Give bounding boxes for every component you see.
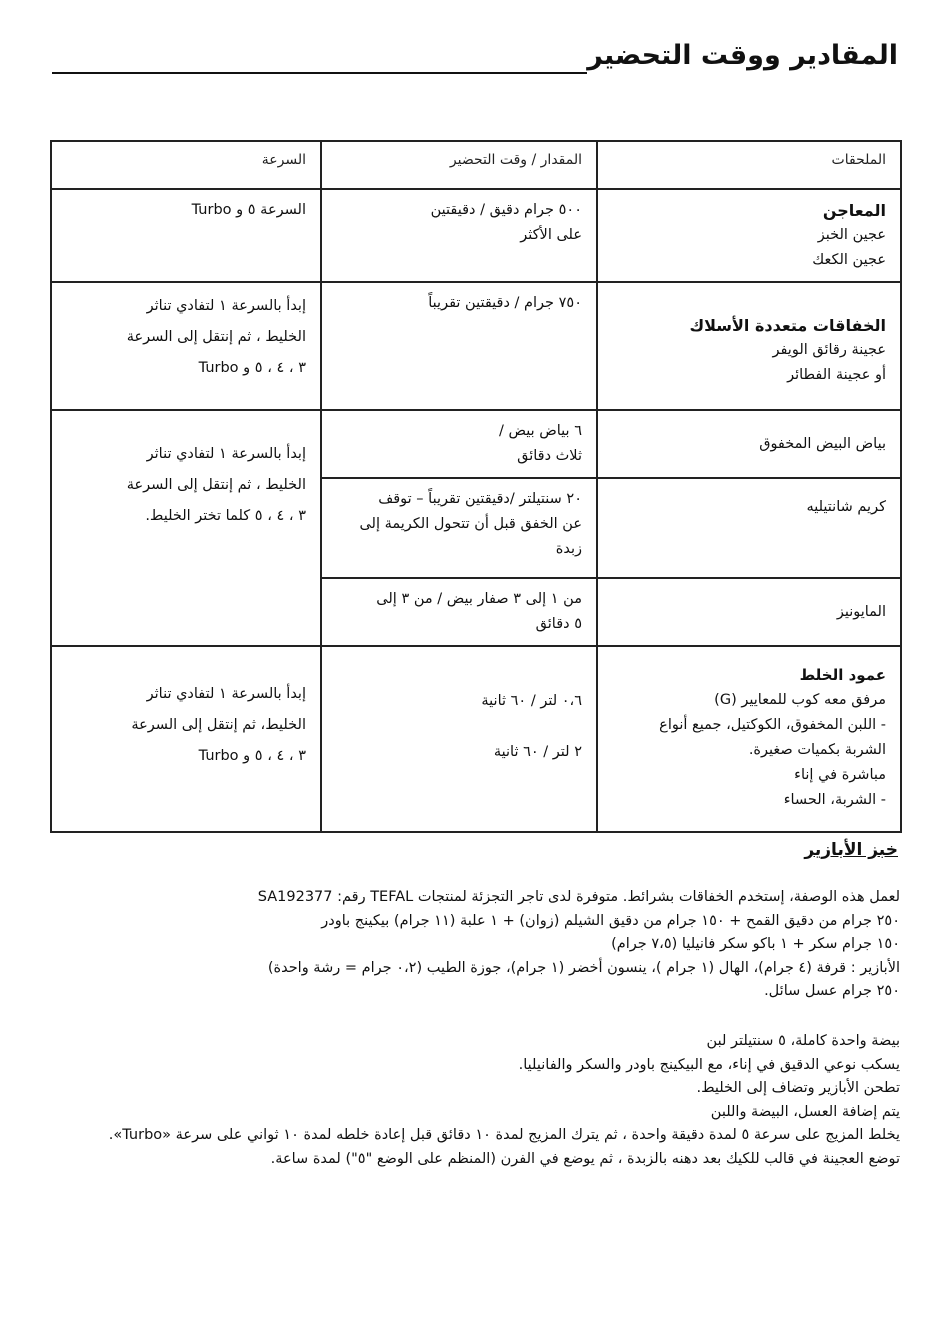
table-row-doughs bbox=[51, 189, 901, 282]
page-title: المقادير ووقت التحضير bbox=[587, 40, 898, 71]
list-item: مباشرة في إناء bbox=[794, 767, 886, 783]
blender-title: عمود الخلط bbox=[799, 666, 886, 684]
recipe-steps bbox=[50, 1030, 900, 1171]
list-item: - اللبن المخفوق، الكوكتيل، جميع أنواع bbox=[659, 717, 886, 733]
speed-line: ٣ ، ٤ ، ٥ و Turbo bbox=[198, 360, 306, 376]
blender-cell bbox=[597, 646, 901, 832]
title-rule bbox=[52, 72, 587, 74]
whisks-quantity bbox=[321, 282, 597, 410]
egg-whites-text: بياض البيض المخفوق bbox=[759, 435, 886, 452]
quantity-line: عن الخفق قبل أن تتحول الكريمة إلى bbox=[359, 516, 582, 532]
blender-speed bbox=[51, 646, 321, 832]
speed-line: ٣ ، ٤ ، ٥ كلما تختر الخليط. bbox=[145, 508, 306, 524]
table-row-blender bbox=[51, 646, 901, 832]
speed-line: إبدأ بالسرعة ١ لتفادي تناثر bbox=[146, 686, 306, 702]
quantity-line: ٢٠ سنتيلتر /دقيقتين تقريباً – توقف bbox=[378, 491, 582, 507]
list-item: أو عجينة الفطائر bbox=[787, 367, 886, 383]
table-header-row bbox=[51, 141, 901, 189]
chantilly-text: كريم شانتيليه bbox=[806, 499, 886, 515]
recipe-step: توضع العجينة في قالب للكيك بعد دهنه بالزبدة ، ثم يوضع في الفرن (المنظم على الوضع "٥") لمدة ساعة. bbox=[270, 1150, 900, 1167]
speed-line: ٣ ، ٤ ، ٥ و Turbo bbox=[198, 748, 306, 764]
quantity-line: ٥ دقائق bbox=[535, 616, 582, 632]
doughs-speed bbox=[51, 189, 321, 282]
recipe-line: ٢٥٠ جرام عسل سائل. bbox=[764, 983, 900, 999]
egg-whites-label bbox=[597, 410, 901, 478]
quantity-line: ٢ لتر / ٦٠ ثانية bbox=[493, 744, 582, 760]
speed-line: الخليط ، ثم إنتقل إلى السرعة bbox=[126, 477, 306, 493]
table-row-whisks bbox=[51, 282, 901, 410]
quantity-line: ٦ بياض بيض / bbox=[498, 423, 582, 439]
recipe-line: ١٥٠ جرام سكر + ١ باكو سكر فانيليا (٧،٥ جرام) bbox=[611, 936, 900, 952]
list-item: مرفق معه كوب للمعايير (G) bbox=[714, 692, 886, 708]
speed-line: الخليط، ثم إنتقل إلى السرعة bbox=[131, 717, 306, 733]
speed-line: إبدأ بالسرعة ١ لتفادي تناثر bbox=[146, 298, 306, 314]
quantity-line: ثلاث دقائق bbox=[517, 448, 582, 464]
recipe-step: بيضة واحدة كاملة، ٥ سنتيلتر لبن bbox=[706, 1033, 900, 1049]
whisk-group-speed bbox=[51, 410, 321, 646]
header-accessories: الملحقات bbox=[597, 141, 901, 189]
recipe-ingredients bbox=[50, 886, 900, 1004]
list-item: عجين الخبز bbox=[817, 227, 886, 243]
speed-line: الخليط ، ثم إنتقل إلى السرعة bbox=[126, 329, 306, 345]
recipe-title: خبز الأبازير bbox=[804, 840, 898, 860]
whisks-speed bbox=[51, 282, 321, 410]
chantilly-label bbox=[597, 478, 901, 578]
quantity-line: من ١ إلى ٣ صفار بيض / من ٣ إلى bbox=[376, 591, 582, 607]
list-item: عجين الكعك bbox=[812, 252, 886, 268]
recipe-line: لعمل هذه الوصفة، إستخدم الخفاقات بشرائط. متوفرة لدى تاجر التجزئة لمنتجات TEFAL رقم: SA192377 bbox=[257, 889, 900, 905]
egg-whites-quantity bbox=[321, 410, 597, 478]
recipe-step: يتم إضافة العسل، البيضة واللبن bbox=[710, 1103, 900, 1120]
header-speed: السرعة bbox=[51, 141, 321, 189]
list-item: عجينة رقائق الويفر bbox=[772, 342, 886, 358]
speed-line: السرعة ٥ و Turbo bbox=[191, 202, 306, 218]
mayonnaise-quantity bbox=[321, 578, 597, 646]
recipe-step: يخلط المزيج على سرعة ٥ لمدة دقيقة واحدة ، ثم يترك المزيج لمدة ١٠ دقائق قبل إعادة خلطه لمدة ١٠ ثواني على سرعة «Turbo». bbox=[108, 1127, 900, 1143]
quantity-line: ٥٠٠ جرام دقيق / دقيقتين bbox=[430, 202, 582, 218]
quantity-line: على الأكثر bbox=[520, 227, 582, 243]
list-item: - الشربة، الحساء bbox=[783, 792, 886, 808]
header-quantity: المقدار / وقت التحضير bbox=[321, 141, 597, 189]
whisks-title: الخفاقات متعددة الأسلاك bbox=[689, 316, 886, 335]
whisks-cell bbox=[597, 282, 901, 410]
recipe-step: تطحن الأبازير وتضاف إلى الخليط. bbox=[696, 1080, 900, 1096]
recipe-line: الأبازير : قرفة (٤ جرام)، الهال (١ جرام )، ينسون أخضر (١ جرام)، جوزة الطيب (٠،٢ جرام = رشة واحدة) bbox=[267, 959, 900, 976]
recipe-line: ٢٥٠ جرام من دقيق القمح + ١٥٠ جرام من دقيق الشيلم (زوان) + ١ علبة (١١ جرام) بيكينج باودر bbox=[321, 912, 900, 929]
mayonnaise-label bbox=[597, 578, 901, 646]
blender-quantity bbox=[321, 646, 597, 832]
mayonnaise-text: المايونيز bbox=[836, 603, 886, 620]
chantilly-quantity bbox=[321, 478, 597, 578]
recipe-step: يسكب نوعي الدقيق في إناء، مع البيكينج باودر والسكر والفانيليا. bbox=[518, 1056, 900, 1073]
specs-table bbox=[50, 140, 902, 833]
doughs-title: المعاجن bbox=[822, 201, 886, 220]
quantity-line: ٠،٦ لتر / ٦٠ ثانية bbox=[481, 693, 582, 709]
doughs-cell bbox=[597, 189, 901, 282]
doughs-quantity bbox=[321, 189, 597, 282]
table-row-egg-whites bbox=[51, 410, 901, 478]
quantity-line: ٧٥٠ جرام / دقيقتين تقريباً bbox=[428, 295, 582, 311]
speed-line: إبدأ بالسرعة ١ لتفادي تناثر bbox=[146, 446, 306, 462]
quantity-line: زبدة bbox=[555, 541, 582, 557]
list-item: الشربة بكميات صغيرة. bbox=[748, 742, 886, 758]
